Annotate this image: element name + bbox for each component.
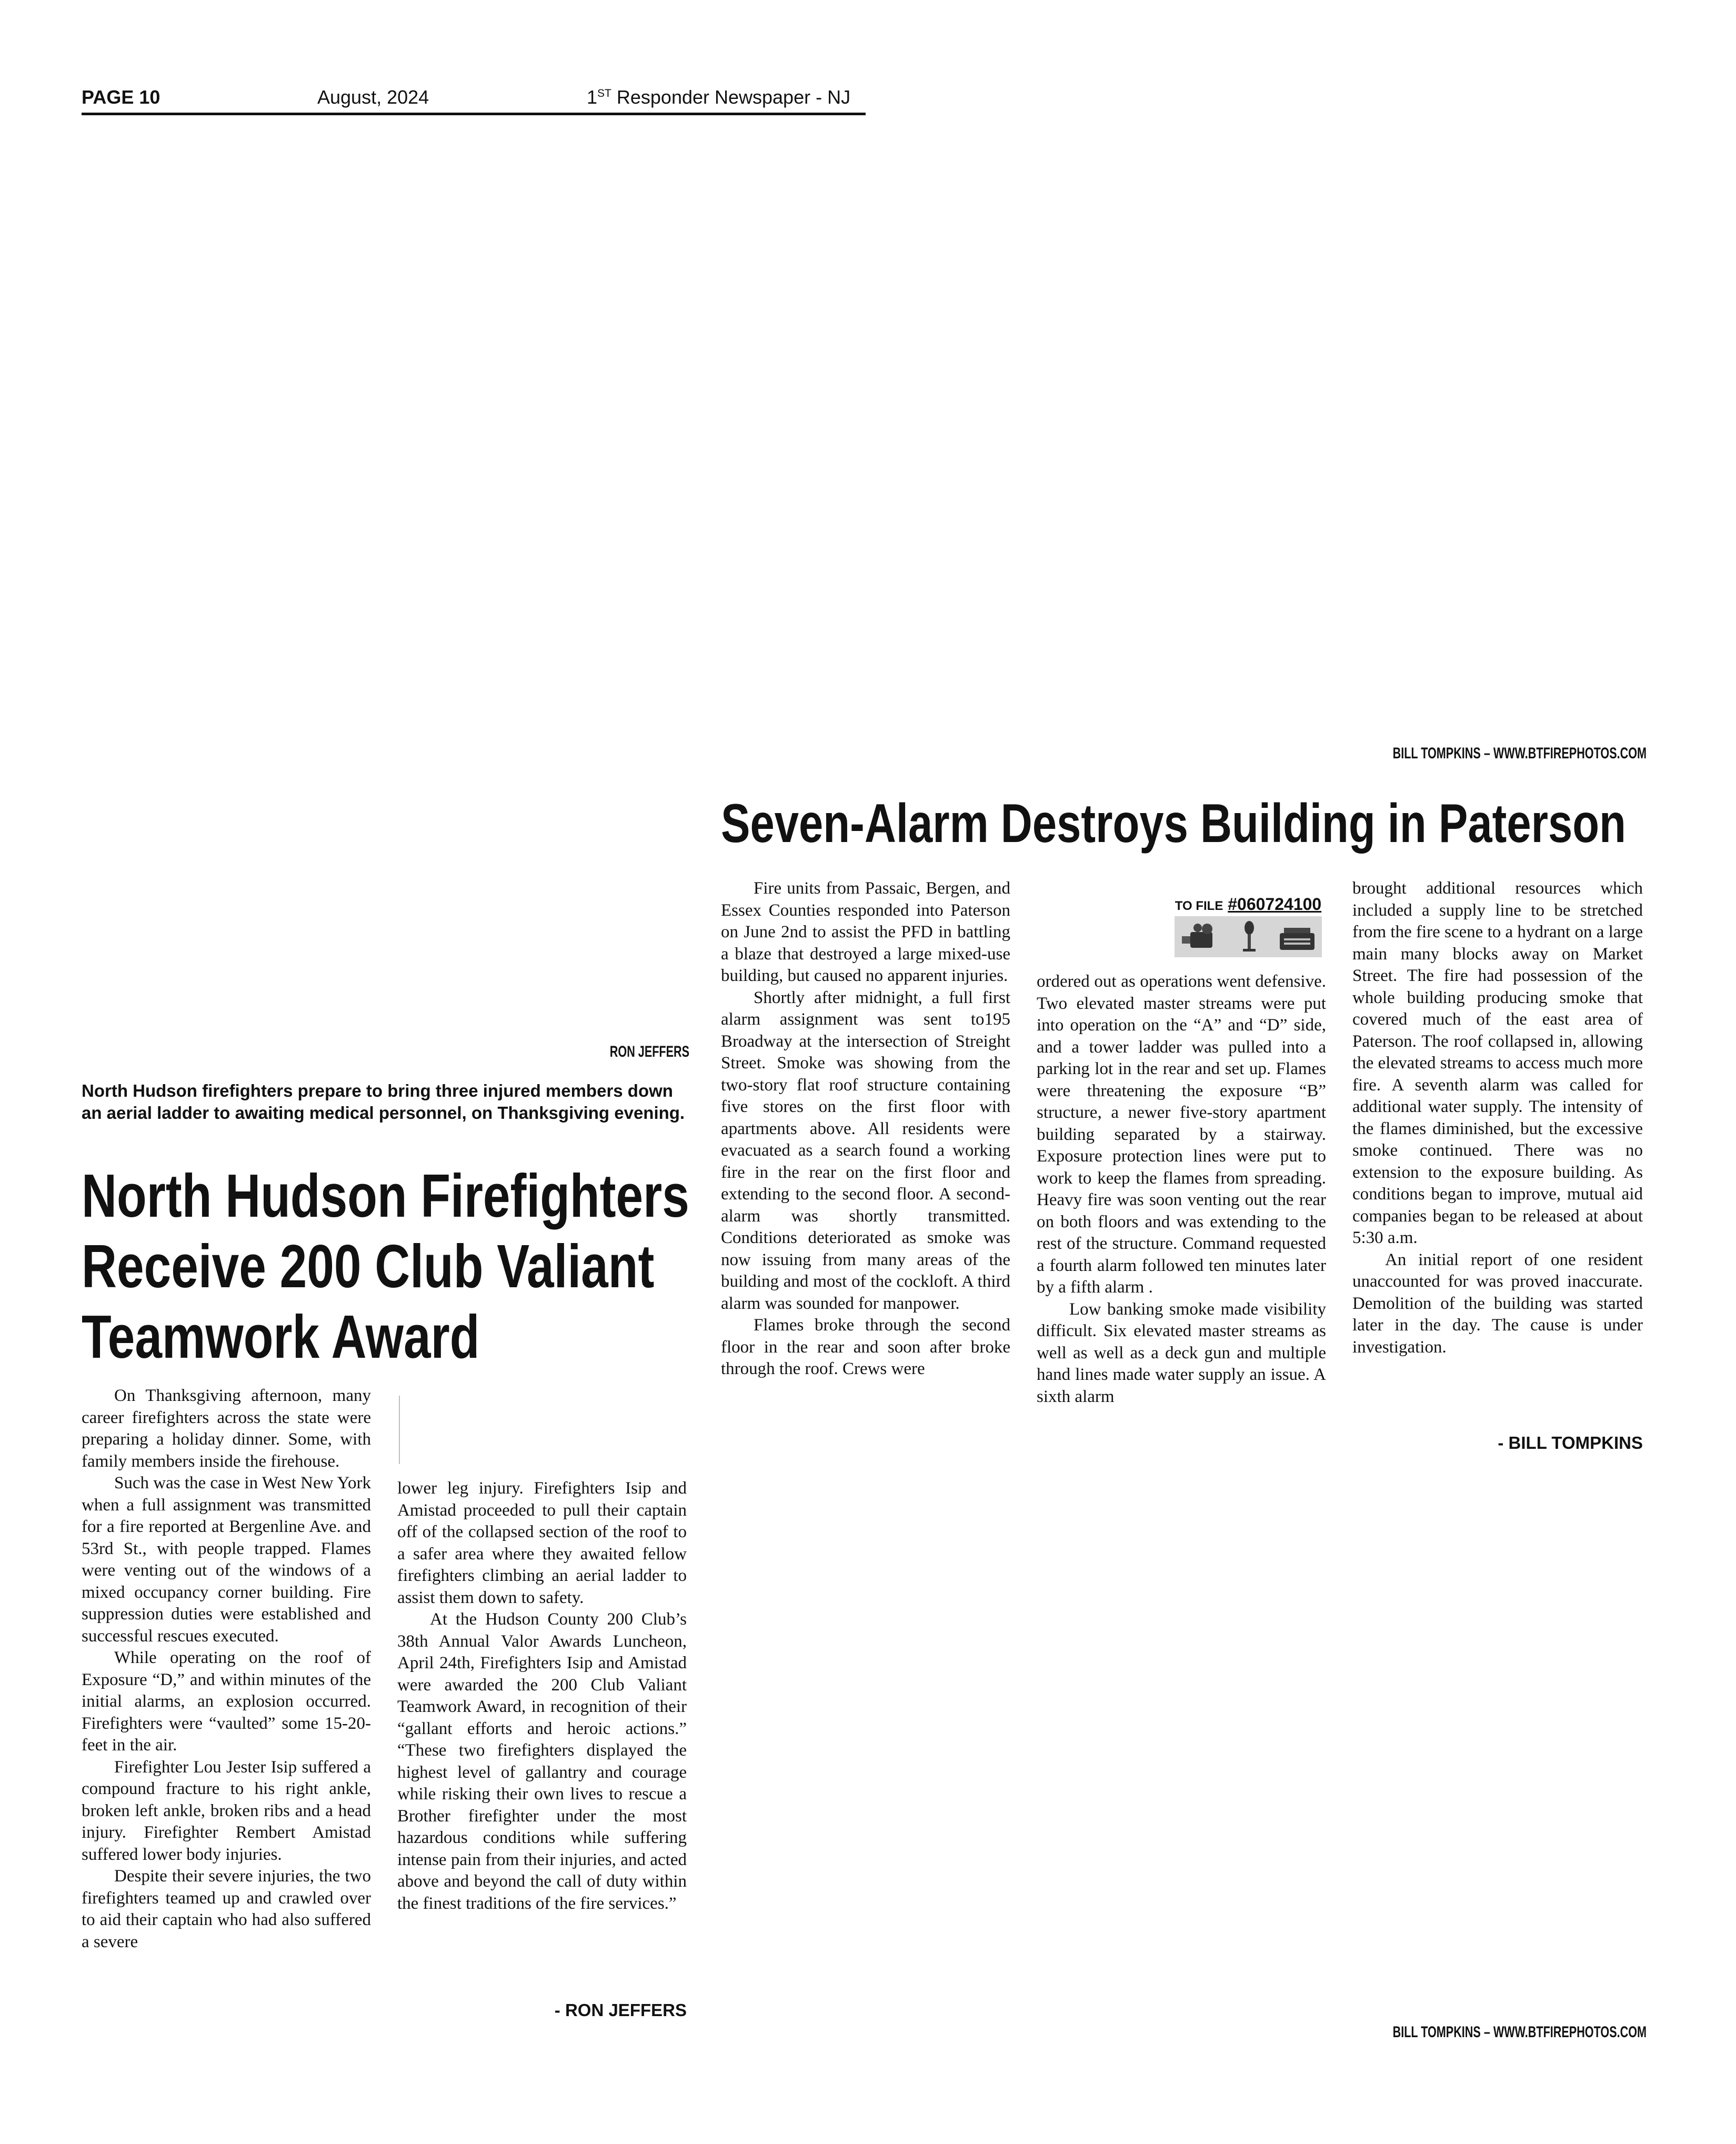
paragraph: lower leg injury. Firefighters Isip and Amistad proceeded to pull their captain off of the collapsed section of the roof to a safer area where they awaited fellow firefighters climbing an aerial ladder to assist them down to safety. — [397, 1479, 687, 1607]
paragraph: Firefighter Lou Jester Isip suffered a compound fracture to his right ankle, broken left ankle, broken ribs and a head injury. Firefighter Rembert Amistad suffered lower body injuries. — [82, 1757, 371, 1864]
paragraph: While operating on the roof of Exposure “D,” and within minutes of the initial alarms, an explosion occurred. Firefighters were “vaulted” some 15-20-feet in the air. — [82, 1648, 371, 1755]
paterson-column-1 — [721, 878, 1010, 1380]
paterson-bottom-photo-credit: BILL TOMPKINS – WWW.BTFIREPHOTOS.COM — [1392, 2023, 1647, 2041]
paragraph: Shortly after midnight, a full first alarm assignment was sent to195 Broadway at the intersection of Streight Street. Smoke was showing from the two-story flat roof structure containing five stores on the first floor with apartments above. All residents were evacuated as a search found a working fire in the rear on the first floor and extending to the second floor. A second-alarm was shortly transmitted. Conditions deteriorated as smoke was now issuing from many areas of the building and most of the cockloft. A third alarm was sounded for manpower. — [721, 988, 1010, 1313]
paragraph: Despite their severe injuries, the two firefighters teamed up and crawled over to aid their captain who had also suffered a severe — [82, 1867, 371, 1951]
publication-title: Responder Newspaper - NJ — [611, 86, 851, 108]
paterson-byline: - BILL TOMPKINS — [1498, 1433, 1643, 1452]
paragraph: At the Hudson County 200 Club’s 38th Annual Valor Awards Luncheon, April 24th, Firefighters Isip and Amistad were awarded the 200 Club Valiant Teamwork Award, in recognition of their “gallant efforts and heroic actions.” “These two firefighters displayed the highest level of gallantry and courage while risking their own lives to rescue a Brother firefighter under the most hazardous conditions while suffering intense pain from their injuries, and acted above and beyond the call of duty within the finest traditions of the fire services.” — [397, 1610, 687, 1913]
photo-caption: North Hudson firefighters prepare to bring three injured members down an aerial ladder to awaiting medical personnel, on Thanksgiving evening. — [82, 1081, 685, 1123]
paterson-column-3 — [1352, 878, 1643, 1358]
paragraph: Low banking smoke made visibility difficult. Six elevated master streams as well as well as a deck gun and multiple hand lines made water supply an issue. A sixth alarm — [1037, 1299, 1326, 1406]
media-icons — [1175, 916, 1322, 957]
north-hudson-headline — [82, 1160, 689, 1372]
paragraph: An initial report of one resident unaccounted for was proved inaccurate. Demolition of the building was started later in the day. The cause is under investigation. — [1352, 1250, 1643, 1357]
north-hudson-photo-credit: RON JEFFERS — [609, 1043, 689, 1060]
north-hudson-column-1 — [82, 1385, 371, 1953]
video-camera-icon — [1182, 924, 1212, 948]
headline-line: North Hudson Firefighters — [82, 1161, 689, 1230]
to-file-box — [1169, 893, 1327, 958]
north-hudson-column-2 — [397, 1478, 687, 1915]
paterson-photo-credit: BILL TOMPKINS – WWW.BTFIREPHOTOS.COM — [1392, 745, 1647, 762]
page-number: PAGE 10 — [82, 86, 160, 108]
to-file-label — [1169, 893, 1327, 915]
microphone-icon — [1243, 921, 1256, 951]
publication-superscript: ST — [597, 87, 611, 99]
publication-ordinal: 1 — [587, 86, 598, 108]
header-rule — [82, 113, 866, 115]
paterson-headline: Seven-Alarm Destroys Building in Paterson — [721, 793, 1626, 854]
north-hudson-byline: - RON JEFFERS — [554, 2000, 687, 2020]
typewriter-icon — [1280, 928, 1314, 950]
publication-name — [587, 87, 850, 108]
paragraph: ordered out as operations went defensive. Two elevated master streams were put into operation on the “A” and “D” side, and a tower ladder was pulled into a parking lot in the rear and set up. Flames were threatening the exposure “B” structure, a newer five-story apartment building separated by a stairway. Exposure protection lines were put to work to keep the flames from spreading. Heavy fire was soon venting out the rear on both floors and was extending to the rest of the structure. Command requested a fourth alarm followed ten minutes later by a fifth alarm . — [1037, 972, 1326, 1297]
paragraph: On Thanksgiving afternoon, many career firefighters across the state were preparing a holiday dinner. Some, with family members inside the firehouse. — [82, 1386, 371, 1471]
to-file-text: TO FILE — [1175, 899, 1223, 913]
paterson-column-2 — [1037, 971, 1326, 1408]
headline-line: Receive 200 Club Valiant — [82, 1232, 655, 1300]
paragraph: Such was the case in West New York when a full assignment was transmitted for a fire reported at Bergenline Ave. and 53rd St., with people trapped. Flames were venting out of the windows of a mixed occupancy corner building. Fire suppression duties were established and successful rescues executed. — [82, 1474, 372, 1646]
paragraph: brought additional resources which included a supply line to be stretched from the fire scene to a hydrant on a large main many blocks away on Market Street. The fire had possession of the whole building producing smoke that covered much of the east area of Paterson. The roof collapsed in, allowing the elevated streams to access much more fire. A seventh alarm was called for additional water supply. The intensity of the flames diminished, but the excessive smoke continued. There was no extension to the exposure building. As conditions began to improve, mutual aid companies began to be released at about 5:30 a.m. — [1352, 879, 1643, 1247]
issue-date: August, 2024 — [317, 86, 429, 108]
headline-line: Teamwork Award — [82, 1303, 480, 1371]
paragraph: Fire units from Passaic, Bergen, and Essex Counties responded into Paterson on June 2nd to assist the PFD in battling a blaze that destroyed a large mixed-use building, but caused no apparent injuries. — [721, 879, 1010, 985]
to-file-number: #060724100 — [1228, 895, 1322, 914]
column-divider — [399, 1396, 400, 1464]
paragraph: Flames broke through the second floor in the rear and soon after broke through the roof. Crews were — [721, 1316, 1010, 1378]
